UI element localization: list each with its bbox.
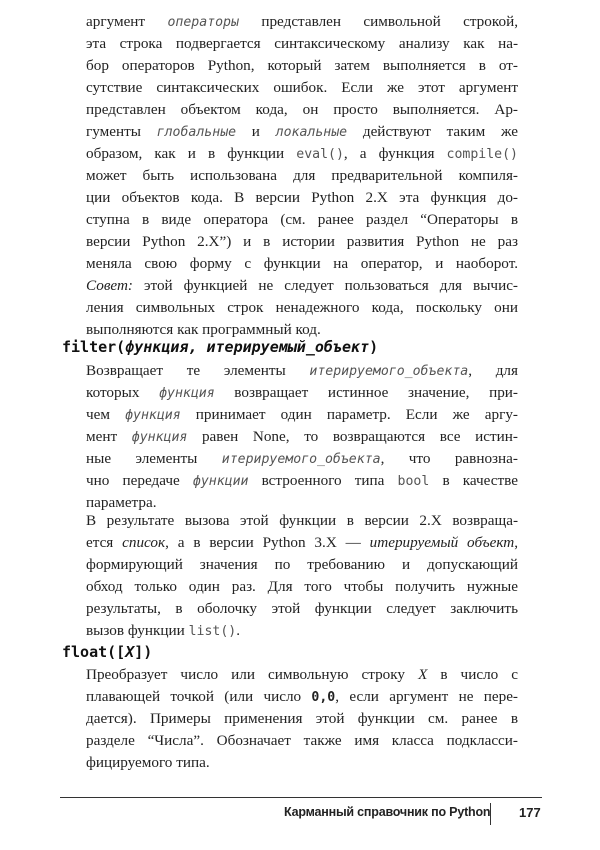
text-line: мент функция равен None, то возвращаются все истин- — [86, 428, 518, 445]
text-line: Возвращает те элементы итерируемого_объекта, для — [86, 362, 518, 379]
text-line: чно передаче функции встроенного типа bool в качестве — [86, 472, 518, 489]
text-line: формирующий значения по требованию и допускающий — [86, 556, 518, 573]
text-line: дается). Примеры применения этой функции см. ранее в — [86, 710, 518, 727]
paragraph-float-description — [86, 664, 518, 774]
text-line: аргумент операторы представлен символьной строкой, — [86, 13, 518, 30]
footer-divider — [60, 797, 542, 798]
paragraph-exec-continued — [86, 11, 518, 341]
text-line: обход только один раз. Для того чтобы получить нужные — [86, 578, 518, 595]
text-line: В результате вызова этой функции в версии 2.X возвраща- — [86, 512, 518, 529]
text-line: эта строка подвергается синтаксическому анализу как на- — [86, 35, 518, 52]
text-line: версии Python 2.X”) и в истории развития Python не раз — [86, 233, 518, 250]
text-line: вызов функции list(). — [86, 622, 241, 639]
text-line: разделе “Числа”. Обозначает также имя класса подкласси- — [86, 732, 518, 749]
paragraph-filter-versions — [86, 510, 518, 642]
filter-heading: filter(функция, итерируемый_объект) — [62, 338, 379, 356]
text-line: может быть использована для предварительной компиля- — [86, 167, 518, 184]
text-line: ступна в виде оператора (см. ранее раздел “Операторы в — [86, 211, 518, 228]
text-line: параметра. — [86, 494, 157, 511]
text-line: ется список, а в версии Python 3.X — итерируемый объект, — [86, 534, 518, 551]
text-line: сутствие синтаксических ошибок. Если же этот аргумент — [86, 79, 518, 96]
text-line: образом, как и в функции eval(), а функция compile() — [86, 145, 518, 162]
text-line: ции объектов кода. В версии Python 2.X эта функция до- — [86, 189, 518, 206]
text-line: гументы глобальные и локальные действуют таким же — [86, 123, 518, 140]
text-line: ные элементы итерируемого_объекта, что равнозна- — [86, 450, 518, 467]
text-line: результаты, в оболочку этой функции следует заключить — [86, 600, 518, 617]
text-line: которых функция возвращает истинное значение, при- — [86, 384, 518, 401]
text-line: представлен объектом кода, он просто выполняется. Ар- — [86, 101, 518, 118]
float-heading: float([X]) — [62, 643, 153, 661]
page-number: 177 — [519, 805, 541, 820]
footer-separator — [490, 803, 491, 825]
text-line: меняла свою форму с функции на оператор, и наоборот. — [86, 255, 518, 272]
text-line: Совет: этой функцией не следует пользоваться для вычис- — [86, 277, 518, 294]
text-line: ления символьных строк ненадежного кода, поскольку они — [86, 299, 518, 316]
text-line: бор операторов Python, который затем выполняется в от- — [86, 57, 518, 74]
footer-book-title: Карманный справочник по Python — [284, 805, 491, 819]
text-line: выполняются как программный код. — [86, 321, 321, 338]
text-line: плавающей точкой (или число 0,0, если аргумент не пере- — [86, 688, 518, 705]
text-line: чем функция принимает один параметр. Если же аргу- — [86, 406, 518, 423]
paragraph-filter-description — [86, 360, 518, 514]
text-line: Преобразует число или символьную строку X в число с — [86, 666, 518, 683]
text-line: фицируемого типа. — [86, 754, 210, 771]
